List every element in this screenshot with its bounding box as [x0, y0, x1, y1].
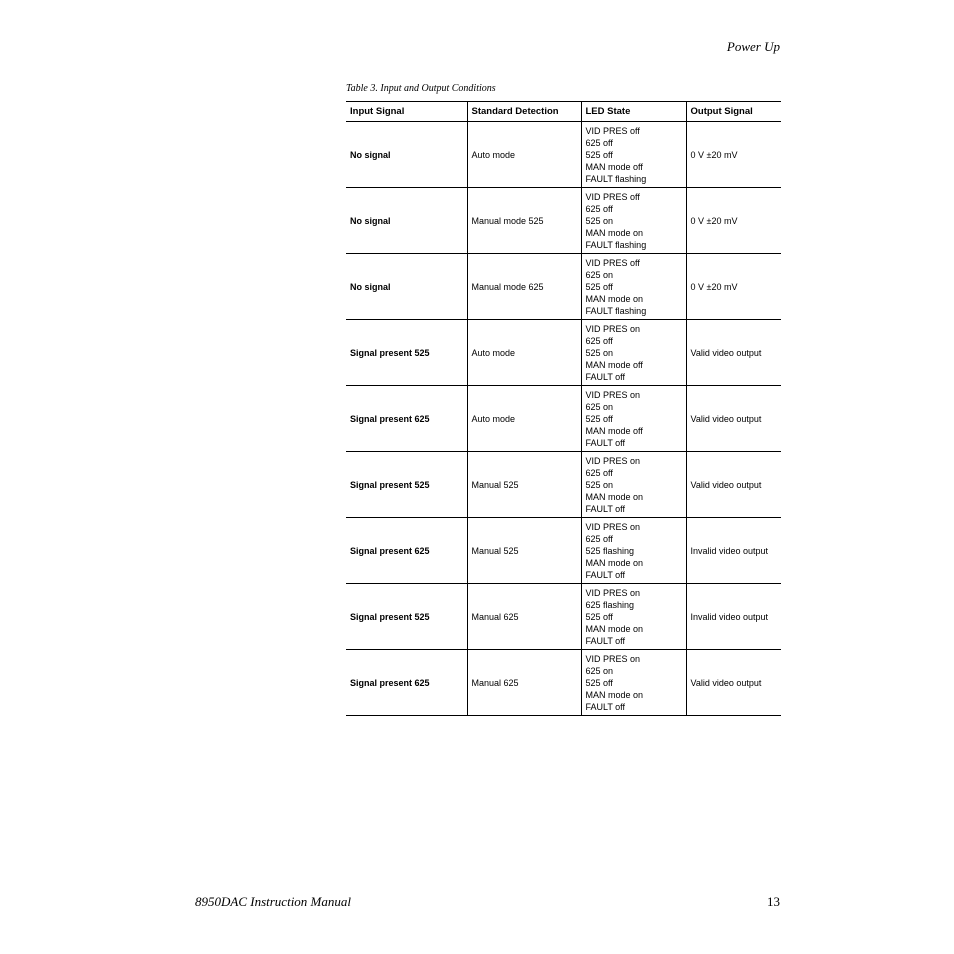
led-state-line: VID PRES off — [585, 191, 640, 202]
led-state-line: 625 off — [585, 203, 613, 214]
input-signal-cell: Signal present 525 — [346, 452, 467, 518]
led-state-line: 625 off — [585, 533, 613, 544]
led-state-line: MAN mode off — [585, 161, 643, 172]
column-header-output: Output Signal — [686, 102, 781, 122]
led-state-line: 525 off — [585, 413, 613, 424]
standard-detection-cell: Manual mode 625 — [467, 254, 581, 320]
led-state-line: FAULT off — [585, 701, 626, 712]
running-header: Power Up — [726, 39, 780, 54]
led-state-line: 525 off — [585, 611, 613, 622]
output-signal-cell: 0 V ±20 mV — [686, 254, 781, 320]
led-state-cell — [581, 188, 686, 254]
table-row — [346, 518, 781, 584]
input-signal-cell: Signal present 625 — [346, 386, 467, 452]
output-signal-cell: Invalid video output — [686, 584, 781, 650]
led-state-line: 625 on — [585, 665, 614, 676]
input-signal-cell: Signal present 525 — [346, 584, 467, 650]
led-state-line: 625 flashing — [585, 599, 635, 610]
led-state-cell — [581, 320, 686, 386]
output-signal-cell: Valid video output — [686, 650, 781, 716]
led-state-line: 525 flashing — [585, 545, 635, 556]
table-header-row — [346, 102, 781, 122]
led-state-line: MAN mode on — [585, 227, 644, 238]
input-signal-cell: Signal present 625 — [346, 518, 467, 584]
conditions-table — [346, 101, 781, 716]
led-state-line: 525 on — [585, 347, 614, 358]
led-state-line: VID PRES on — [585, 389, 641, 400]
led-state-cell — [581, 254, 686, 320]
led-state-line: MAN mode off — [585, 359, 643, 370]
table-body — [346, 122, 781, 716]
led-state-line: MAN mode on — [585, 491, 644, 502]
table-row — [346, 386, 781, 452]
led-state-line: 625 off — [585, 335, 613, 346]
input-signal-cell: No signal — [346, 122, 467, 188]
led-state-line: VID PRES on — [585, 323, 641, 334]
led-state-line: 525 on — [585, 215, 614, 226]
table-row — [346, 122, 781, 188]
led-state-line: FAULT off — [585, 635, 626, 646]
table-row — [346, 452, 781, 518]
input-signal-cell: No signal — [346, 188, 467, 254]
output-signal-cell: Valid video output — [686, 320, 781, 386]
led-state-line: VID PRES on — [585, 653, 641, 664]
column-header-led: LED State — [581, 102, 686, 122]
led-state-line: FAULT flashing — [585, 239, 647, 250]
table-row — [346, 254, 781, 320]
standard-detection-cell: Auto mode — [467, 122, 581, 188]
led-state-line: MAN mode on — [585, 557, 644, 568]
led-state-line: VID PRES on — [585, 587, 641, 598]
table-caption: Table 3. Input and Output Conditions — [346, 83, 496, 94]
column-header-detection: Standard Detection — [467, 102, 581, 122]
led-state-line: VID PRES off — [585, 257, 640, 268]
led-state-line: MAN mode off — [585, 425, 643, 436]
input-signal-cell: No signal — [346, 254, 467, 320]
led-state-line: VID PRES on — [585, 455, 641, 466]
table-row — [346, 584, 781, 650]
standard-detection-cell: Manual 625 — [467, 584, 581, 650]
led-state-line: 625 off — [585, 137, 613, 148]
table-row — [346, 650, 781, 716]
standard-detection-cell: Manual mode 525 — [467, 188, 581, 254]
table-row — [346, 320, 781, 386]
input-signal-cell: Signal present 525 — [346, 320, 467, 386]
led-state-cell — [581, 584, 686, 650]
led-state-line: MAN mode on — [585, 689, 644, 700]
led-state-line: FAULT off — [585, 437, 626, 448]
led-state-line: 525 off — [585, 281, 613, 292]
standard-detection-cell: Manual 625 — [467, 650, 581, 716]
led-state-line: FAULT off — [585, 503, 626, 514]
output-signal-cell: 0 V ±20 mV — [686, 122, 781, 188]
table-row — [346, 188, 781, 254]
led-state-line: FAULT flashing — [585, 305, 647, 316]
output-signal-cell: 0 V ±20 mV — [686, 188, 781, 254]
led-state-line: FAULT flashing — [585, 173, 647, 184]
standard-detection-cell: Manual 525 — [467, 452, 581, 518]
output-signal-cell: Valid video output — [686, 386, 781, 452]
input-signal-cell: Signal present 625 — [346, 650, 467, 716]
led-state-line: 525 off — [585, 149, 613, 160]
led-state-line: MAN mode on — [585, 623, 644, 634]
led-state-cell — [581, 518, 686, 584]
led-state-line: MAN mode on — [585, 293, 644, 304]
led-state-line: 625 off — [585, 467, 613, 478]
column-header-input: Input Signal — [346, 102, 467, 122]
led-state-cell — [581, 650, 686, 716]
footer-manual-title: 8950DAC Instruction Manual — [195, 894, 351, 909]
led-state-cell — [581, 122, 686, 188]
led-state-line: VID PRES on — [585, 521, 641, 532]
output-signal-cell: Invalid video output — [686, 518, 781, 584]
page-number: 13 — [767, 894, 780, 909]
led-state-line: VID PRES off — [585, 125, 640, 136]
standard-detection-cell: Auto mode — [467, 320, 581, 386]
led-state-line: FAULT off — [585, 371, 626, 382]
standard-detection-cell: Auto mode — [467, 386, 581, 452]
led-state-line: FAULT off — [585, 569, 626, 580]
led-state-line: 525 on — [585, 479, 614, 490]
led-state-line: 625 on — [585, 269, 614, 280]
standard-detection-cell: Manual 525 — [467, 518, 581, 584]
led-state-line: 525 off — [585, 677, 613, 688]
output-signal-cell: Valid video output — [686, 452, 781, 518]
led-state-cell — [581, 386, 686, 452]
led-state-line: 625 on — [585, 401, 614, 412]
led-state-cell — [581, 452, 686, 518]
